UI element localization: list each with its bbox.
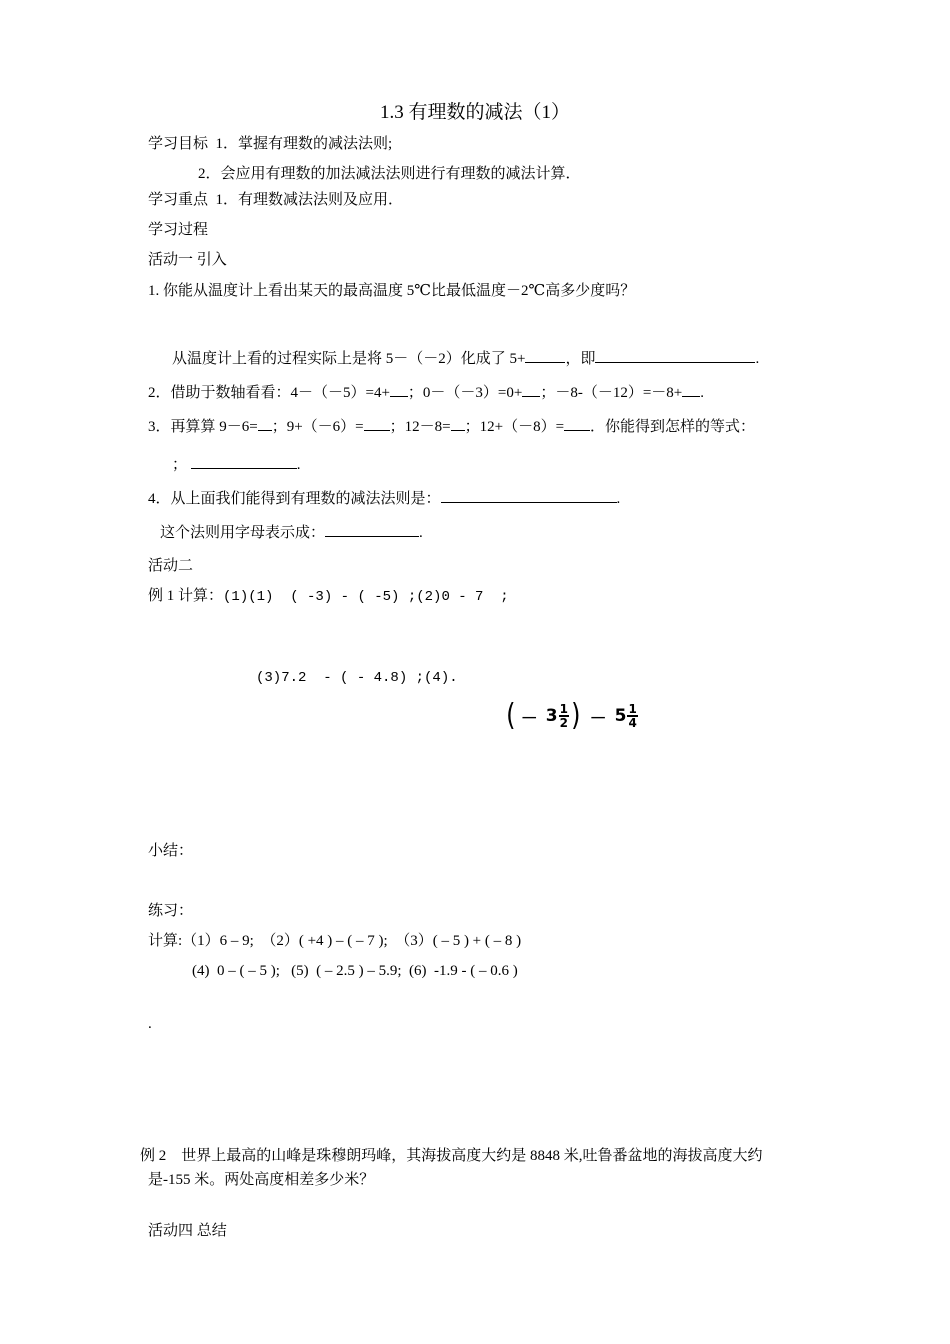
q3-text-d: ；12+（－8）=: [464, 419, 565, 435]
example-1-parts-2: (3)7.2 - ( - 4.8) ;(4).: [256, 670, 458, 686]
page-title: 1.3 有理数的减法（1）: [379, 102, 570, 123]
numerator-2: 1: [628, 702, 637, 716]
question-3: [148, 416, 755, 437]
mixed-number-expression: [505, 696, 639, 736]
activity4-heading: 活动四 总结: [148, 1223, 227, 1239]
fill-blank[interactable]: [522, 382, 540, 397]
q3-text-c: ；12－8=: [389, 419, 451, 435]
operator-minus: －: [589, 708, 607, 729]
fill-blank[interactable]: [682, 382, 700, 397]
practice-line-2: (4) 0 – ( – 5 ); (5) ( – 2.5 ) – 5.9; (6) -1.9 - ( – 0.6 ): [192, 963, 518, 979]
example1-parts: (1)(1) ( -3) - ( -5) ;(2)0 - 7 ;: [223, 589, 509, 605]
q3-text-e: ．你能得到怎样的等式：: [590, 419, 756, 435]
fill-blank[interactable]: [564, 416, 590, 431]
right-paren: ): [571, 698, 581, 733]
fraction-1: [559, 703, 569, 729]
focus-item-1: 1．有理数减法法则及应用．: [215, 192, 404, 208]
fill-blank[interactable]: [364, 416, 390, 431]
question-3-line-2: [172, 454, 301, 475]
q3-text-b: ；9+（－6）=: [271, 419, 364, 435]
q3-text-a: 3．再算算 9－6=: [148, 419, 258, 435]
q4-line2-text: 这个法则用字母表示成：: [160, 525, 326, 541]
q4-line2-end: .: [419, 525, 423, 541]
whole-part-2: 5: [614, 706, 627, 726]
whole-part-1: 3: [545, 706, 558, 726]
minus-sign: －: [520, 708, 538, 729]
fill-blank[interactable]: [258, 416, 272, 431]
left-paren: (: [506, 698, 516, 733]
q2-text-c: ；－8-（－12）=－8+: [540, 385, 683, 401]
q3-line2-text: ；: [172, 457, 188, 473]
practice-line-1: 计算:（1）6 – 9; （2）( +4 ) – ( – 7 ); （3）( – 5 ) + ( – 8 ): [148, 933, 522, 949]
denominator-1: 2: [559, 716, 568, 730]
activity2-heading: 活动二: [148, 558, 194, 574]
q1-fill-end: .: [755, 351, 760, 367]
practice-label: 练习：: [148, 903, 194, 919]
q4-text-a: 4．从上面我们能得到有理数的减法法则是：: [148, 491, 441, 507]
goals-item-2: 2．会应用有理数的加法减法法则进行有理数的减法计算．: [198, 166, 581, 182]
q1-fill-text-b: ，即: [565, 351, 596, 367]
question-4: [148, 488, 620, 509]
fill-blank[interactable]: [525, 348, 565, 363]
q2-end: .: [700, 385, 705, 401]
practice-dot: .: [148, 1016, 152, 1032]
summary-label: 小结：: [148, 843, 194, 859]
question-4-line-2: [160, 522, 423, 543]
goals-label: 学习目标: [148, 136, 209, 152]
q2-text-a: 2．借助于数轴看看：4－（－5）=4+: [148, 385, 390, 401]
question-1-fill: [172, 348, 759, 369]
example-2-line-1: 例 2 世界上最高的山峰是珠穆朗玛峰，其海拔高度大约是 8848 米,吐鲁番盆地的海拔高度大约: [140, 1148, 763, 1164]
example1-label: 例 1 计算：: [148, 588, 224, 604]
focus-label: 学习重点: [148, 192, 209, 208]
goals-line-1: [148, 134, 392, 154]
focus-line: [148, 190, 403, 210]
fill-blank[interactable]: [191, 454, 297, 469]
fill-blank[interactable]: [325, 522, 419, 537]
q4-end: .: [616, 491, 621, 507]
q2-text-b: ；0－（－3）=0+: [407, 385, 523, 401]
fill-blank[interactable]: [390, 382, 408, 397]
fill-blank[interactable]: [441, 488, 617, 503]
process-heading: 学习过程: [148, 222, 209, 238]
question-2: [148, 382, 704, 403]
goals-item-1: 1．掌握有理数的减法法则;: [215, 136, 393, 152]
fill-blank[interactable]: [451, 416, 465, 431]
fraction-2: [627, 703, 637, 729]
example-2-line-2: 是-155 米。两处高度相差多少米？: [148, 1172, 375, 1188]
numerator-1: 1: [559, 702, 568, 716]
question-1: 1. 你能从温度计上看出某天的最高温度 5℃比最低温度－2℃高多少度吗？: [148, 283, 636, 299]
q3-line2-end: .: [296, 457, 301, 473]
example-1: [148, 586, 509, 607]
activity1-heading: 活动一 引入: [148, 252, 227, 268]
fill-blank[interactable]: [595, 348, 755, 363]
denominator-2: 4: [628, 716, 637, 730]
q1-fill-text-a: 从温度计上看的过程实际上是将 5－（－2）化成了 5+: [172, 351, 526, 367]
